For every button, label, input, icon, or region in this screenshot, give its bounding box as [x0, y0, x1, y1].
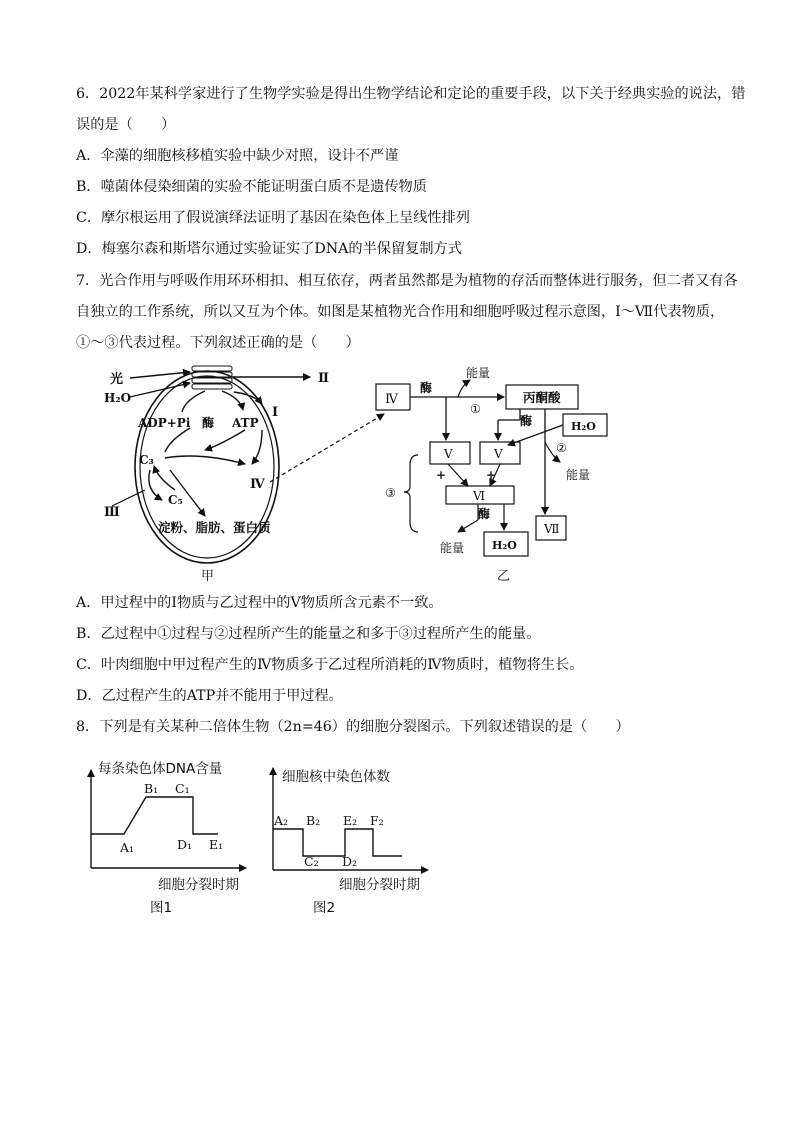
yi-process-1: ①	[470, 402, 481, 416]
fig2-ylabel: 细胞核中染色体数	[282, 769, 390, 785]
fig2-point-b2: B₂	[306, 813, 321, 828]
fig1-ylabel: 每条染色体DNA含量	[98, 761, 223, 777]
q7-option-a: A．甲过程中的Ⅰ物质与乙过程中的Ⅴ物质所含元素不一致。	[76, 595, 443, 611]
yi-process-2: ②	[556, 441, 567, 455]
yi-enzyme-1: 酶	[420, 381, 433, 395]
figure-2	[273, 768, 428, 916]
yi-energy-1: 能量	[466, 366, 491, 380]
yi-box-IV: Ⅳ	[385, 392, 398, 407]
fig1-point-d1: D₁	[177, 837, 193, 852]
q6-option-d: D．梅塞尔森和斯塔尔通过实验证实了DNA的半保留复制方式	[76, 241, 462, 257]
label-enzyme-jia: 酶	[202, 416, 215, 430]
label-adp-pi: ADP+Pi	[138, 416, 191, 430]
yi-box-h2o-1: H₂O	[571, 420, 596, 433]
q8-figures	[0, 750, 794, 920]
fig1-point-b1: B₁	[144, 781, 159, 796]
yi-enzyme-3: 酶	[478, 507, 491, 521]
yi-box-V-1: Ⅴ	[444, 447, 453, 461]
yi-box-VI: Ⅵ	[473, 489, 486, 503]
fig1-xlabel: 细胞分裂时期	[158, 877, 239, 893]
q6-option-a: A．伞藻的细胞核移植实验中缺少对照，设计不严谨	[76, 148, 399, 164]
label-c5: C₅	[168, 493, 183, 507]
q6-option-b: B．噬菌体侵染细菌的实验不能证明蛋白质不是遗传物质	[76, 179, 427, 195]
fig2-xlabel: 细胞分裂时期	[339, 877, 420, 893]
figure-1	[91, 760, 246, 916]
fig2-point-e2: E₂	[343, 813, 358, 828]
fig2-point-c2: C₂	[304, 854, 319, 869]
fig2-point-d2: D₂	[342, 854, 358, 869]
label-I: Ⅰ	[272, 405, 279, 420]
q7-option-c: C．叶肉细胞中甲过程产生的Ⅳ物质多于乙过程所消耗的Ⅳ物质时，植物将生长。	[76, 657, 584, 673]
q7-stem-line3: ①～③代表过程。下列叙述正确的是（ ）	[76, 335, 360, 351]
label-products: 淀粉、脂肪、蛋白质	[158, 520, 271, 535]
yi-box-VII: Ⅶ	[544, 522, 560, 536]
q7-stem-line2: 自独立的工作系统，所以又互为个体。如图是某植物光合作用和细胞呼吸过程示意图，Ⅰ～Ⅶ代表物质，	[76, 304, 725, 320]
yi-enzyme-2: 酶	[520, 414, 533, 428]
fig2-point-f2: F₂	[370, 813, 384, 828]
q7-stem-line1: 7．光合作用与呼吸作用环环相扣、相互依存，两者虽然都是为植物的存活而整体进行服务，但二者又有各	[76, 273, 738, 289]
yi-energy-3: 能量	[440, 541, 465, 555]
fig1-point-a1: A₁	[120, 840, 135, 855]
label-c3: C₃	[139, 453, 154, 467]
label-IV-jia: Ⅳ	[250, 477, 265, 492]
yi-plus-2: +	[486, 468, 497, 482]
yi-box-pyruvate: 丙酮酸	[523, 390, 561, 405]
fig1-point-e1: E₁	[209, 837, 224, 852]
fig1-point-c1: C₁	[175, 781, 190, 796]
cell-diagram-jia	[104, 366, 329, 584]
q6-stem-line2: 误的是（ ）	[76, 117, 176, 133]
q8-stem: 8．下列是有关某种二倍体生物（2n=46）的细胞分裂图示。下列叙述错误的是（ ）	[76, 719, 630, 735]
label-h2o-jia: H₂O	[104, 391, 132, 405]
label-atp: ATP	[232, 416, 259, 430]
yi-box-V-2: Ⅴ	[494, 447, 503, 461]
fig2-point-a2: A₂	[274, 813, 289, 828]
label-II: Ⅱ	[318, 371, 329, 386]
q6-stem-line1: 6．2022年某科学家进行了生物学实验是得出生物学结论和定论的重要手段，以下关于经典实验的说法，错	[76, 86, 746, 102]
yi-plus-1: +	[436, 468, 447, 482]
q6-option-c: C．摩尔根运用了假说演绎法证明了基因在染色体上呈线性排列	[76, 210, 470, 226]
fig1-caption: 图1	[150, 900, 173, 916]
q7-option-b: B．乙过程中①过程与②过程所产生的能量之和多于③过程所产生的能量。	[76, 626, 541, 642]
yi-process-3: ③	[385, 486, 396, 500]
yi-energy-2: 能量	[566, 468, 591, 482]
respiration-diagram-yi	[376, 365, 607, 584]
caption-jia: 甲	[201, 569, 215, 584]
caption-yi: 乙	[497, 569, 511, 584]
q7-option-d: D．乙过程产生的ATP并不能用于甲过程。	[76, 688, 343, 704]
yi-box-h2o-2: H₂O	[492, 539, 517, 552]
label-III: Ⅲ	[104, 505, 120, 520]
label-light: 光	[110, 372, 124, 387]
fig2-caption: 图2	[313, 900, 336, 916]
thylakoid-stack	[192, 366, 232, 389]
q7-diagram	[0, 355, 794, 585]
